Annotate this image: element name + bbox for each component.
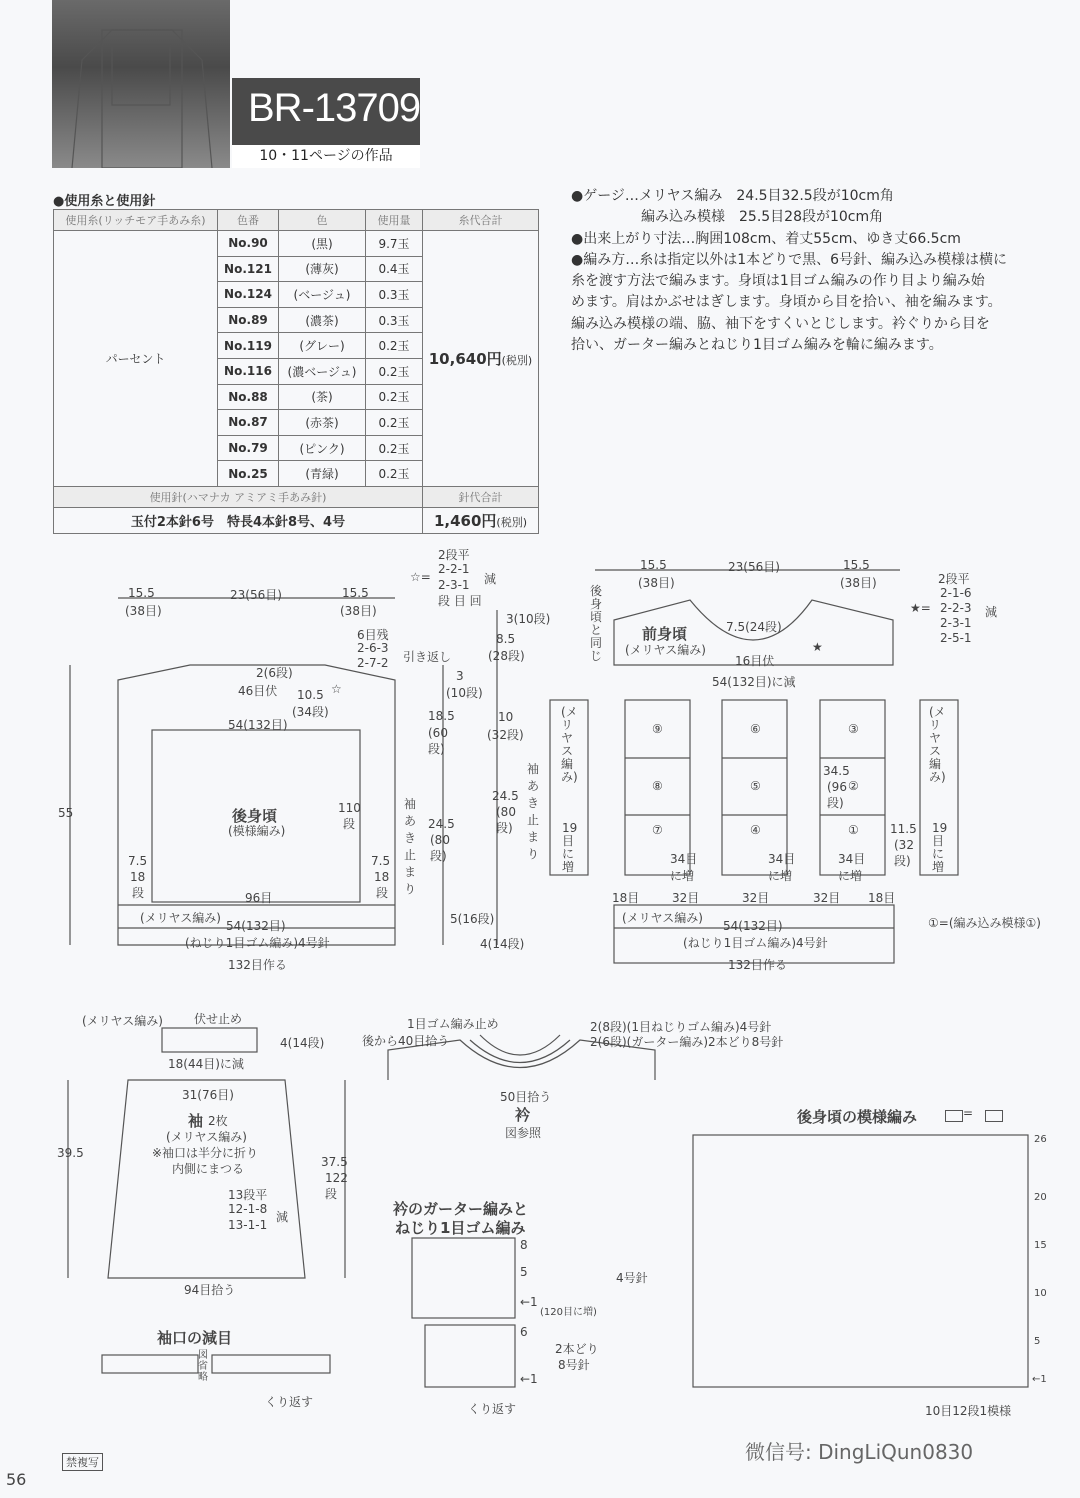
color-name: (茶) bbox=[279, 384, 366, 410]
dim-label: 2(8段)(1目ねじりゴム編み)4号針 bbox=[590, 1020, 772, 1034]
row-number: 20 bbox=[1034, 1192, 1047, 1203]
row-number: 6 bbox=[520, 1325, 528, 1339]
dim-label: 37.5 bbox=[321, 1155, 348, 1169]
dim-label: 19目に増 bbox=[932, 821, 948, 874]
dim-label: (メリヤス編み) bbox=[625, 643, 706, 657]
dim-label: 2本どり bbox=[555, 1342, 599, 1356]
dim-label: 5(16段) bbox=[450, 912, 495, 926]
dim-label: 54(132目)に減 bbox=[712, 675, 796, 689]
dim-label: 13段平 bbox=[228, 1188, 268, 1202]
dim-label: (メリヤス編み) bbox=[929, 705, 946, 784]
dim-label: (28段) bbox=[488, 649, 525, 663]
dim-label: 54(132目) bbox=[226, 919, 286, 933]
dim-label: 23(56目) bbox=[230, 588, 282, 602]
dim-label: 袖あき止まり bbox=[404, 797, 417, 896]
front-body-title: 前身頃 bbox=[642, 625, 688, 643]
dim-label: 32目 bbox=[672, 891, 700, 905]
dim-label: 16目伏 bbox=[735, 654, 775, 668]
dim-label: 2(6段)(ガーター編み)2本どり8号針 bbox=[590, 1035, 784, 1049]
dim-label: 2(6段) bbox=[256, 666, 293, 680]
color-no: No.124 bbox=[218, 282, 279, 308]
dim-label: 23(56目) bbox=[728, 560, 780, 574]
qty: 0.2玉 bbox=[366, 333, 423, 359]
dim-label: 110 bbox=[338, 801, 361, 815]
motif-number: ⑨ bbox=[652, 722, 663, 736]
row-number: ←1 bbox=[520, 1372, 538, 1386]
dim-label: 18目 bbox=[868, 891, 896, 905]
dim-label: 3(10段) bbox=[506, 612, 551, 626]
dim-label: 34目に増 bbox=[768, 852, 796, 883]
color-name: (グレー) bbox=[279, 333, 366, 359]
dim-label: (ねじり1目ゴム編み)4号針 bbox=[185, 936, 330, 950]
dim-label: 2-1-6 bbox=[940, 586, 972, 600]
dim-label: (32段) bbox=[487, 728, 524, 742]
dim-label: 袖あき止まり bbox=[527, 762, 540, 861]
dim-label: 18 bbox=[130, 870, 146, 884]
qty: 0.3玉 bbox=[366, 307, 423, 333]
dim-label: 段 bbox=[343, 817, 356, 831]
instruction-line: 糸を渡す方法で編みます。身頃は1目ゴム編みの作り目より編み始 bbox=[571, 273, 985, 290]
sleeve-outline bbox=[108, 1080, 305, 1278]
dim-label: ★ bbox=[812, 640, 823, 654]
dim-label: (38目) bbox=[840, 576, 877, 590]
dim-label: 2段平 bbox=[938, 572, 970, 586]
collar-chart-title: ねじり1目ゴム編み bbox=[395, 1219, 526, 1237]
dim-label: (ねじり1目ゴム編み)4号針 bbox=[683, 936, 828, 950]
dim-label: 2-2-1 bbox=[438, 562, 470, 576]
dim-label: 32目 bbox=[813, 891, 841, 905]
dim-label: 34目に増 bbox=[670, 852, 698, 883]
dim-label: 15.5 bbox=[128, 586, 155, 600]
dim-label: 55 bbox=[58, 806, 74, 820]
cuff-chart-title: 袖口の減目 bbox=[157, 1329, 233, 1347]
color-no: No.116 bbox=[218, 358, 279, 384]
dim-label: (メリヤス編み) bbox=[82, 1014, 163, 1028]
dim-label: (メリヤス編み) bbox=[622, 911, 703, 925]
head-no: 色番 bbox=[218, 210, 279, 231]
instruction-line: ●編み方…糸は指定以外は1本どりで黒、6号針、編み込み模様は横に bbox=[571, 251, 1008, 268]
dim-label: (10段) bbox=[446, 686, 483, 700]
dim-label: (34段) bbox=[292, 705, 329, 719]
dim-label: 減 bbox=[484, 572, 497, 586]
head-qty: 使用量 bbox=[366, 210, 423, 231]
yarn-name: パーセント bbox=[54, 231, 218, 487]
instruction-line: ●ゲージ…メリヤス編み 24.5目32.5段が10cm角 bbox=[571, 188, 894, 204]
yarn-total-tax: (税別) bbox=[501, 353, 533, 367]
dim-label: 4(14段) bbox=[480, 937, 525, 951]
color-name: (薄灰) bbox=[279, 256, 366, 282]
dim-label: 図参照 bbox=[505, 1126, 542, 1140]
dim-label: (60段) bbox=[428, 726, 448, 756]
dim-label: 11.5 bbox=[890, 822, 917, 836]
needle-total-tax: (税別) bbox=[496, 515, 528, 529]
needle-total: 1,460円 bbox=[433, 511, 497, 530]
color-no: No.88 bbox=[218, 384, 279, 410]
row-number: 5 bbox=[1034, 1336, 1041, 1347]
needle-total-head: 針代合計 bbox=[423, 486, 539, 507]
dim-label: 50目拾う bbox=[500, 1090, 552, 1104]
dim-label: 減 bbox=[985, 605, 998, 619]
dim-label: 94目拾う bbox=[184, 1283, 236, 1297]
dim-label: 内側にまつる bbox=[172, 1162, 245, 1176]
row-number: 8 bbox=[520, 1238, 528, 1252]
dim-label: 1目ゴム編み止め bbox=[407, 1017, 499, 1031]
dim-label: 2-5-1 bbox=[940, 631, 972, 645]
dim-label: ★= bbox=[910, 601, 931, 615]
dim-label: 2-3-1 bbox=[438, 578, 470, 592]
head-total: 糸代合計 bbox=[423, 210, 539, 231]
yarn-total: 10,640円 bbox=[428, 349, 502, 368]
instruction-line: 拾い、ガーター編みとねじり1目ゴム編みを輪に編みます。 bbox=[571, 337, 943, 354]
qty: 0.3玉 bbox=[366, 282, 423, 308]
row-number: 26 bbox=[1034, 1134, 1047, 1145]
instruction-line: 編み込み模様 25.5目28段が10cm角 bbox=[571, 209, 884, 226]
dim-label: ※袖口は半分に折り bbox=[152, 1146, 259, 1160]
dim-label: (96段) bbox=[827, 780, 847, 810]
color-name: (ベージュ) bbox=[279, 282, 366, 308]
dim-label: 13-1-1 bbox=[228, 1218, 268, 1232]
color-no: No.25 bbox=[218, 461, 279, 487]
dim-label: (80段) bbox=[430, 833, 450, 863]
instruction-line: 編み込み模様の端、脇、袖下をすくいとじします。衿ぐりから目を bbox=[571, 315, 990, 332]
dim-label: 7.5(24段) bbox=[726, 620, 782, 634]
dim-label: 3 bbox=[456, 669, 464, 683]
color-no: No.89 bbox=[218, 307, 279, 333]
color-name: (黒) bbox=[279, 231, 366, 257]
qty: 0.2玉 bbox=[366, 358, 423, 384]
color-no: No.90 bbox=[218, 231, 279, 257]
motif-number: ③ bbox=[848, 722, 859, 736]
dim-label: 2-7-2 bbox=[357, 656, 389, 670]
dim-label: 8号針 bbox=[558, 1358, 590, 1372]
color-name: (濃茶) bbox=[279, 307, 366, 333]
dim-label: 6目残 bbox=[357, 628, 389, 642]
motif-number: ⑥ bbox=[750, 722, 761, 736]
dim-label: (120目に増) bbox=[540, 1307, 597, 1318]
row-number: 5 bbox=[520, 1265, 528, 1279]
dim-label: 12-1-8 bbox=[228, 1202, 268, 1216]
dim-label: 122段 bbox=[325, 1171, 348, 1201]
color-name: (赤茶) bbox=[279, 410, 366, 436]
row-number: ←1 bbox=[520, 1295, 538, 1309]
dim-label: 2段平 bbox=[438, 548, 470, 562]
page-reference: 10・11ページの作品 bbox=[232, 145, 420, 168]
dim-label: 15.5 bbox=[640, 558, 667, 572]
dim-label: 段 目 回 bbox=[438, 594, 482, 608]
dim-label: = bbox=[963, 1106, 974, 1120]
sleeve-title: 袖 bbox=[188, 1112, 204, 1130]
dim-label: (メリヤス編み) bbox=[166, 1130, 247, 1144]
dim-label: 132目作る bbox=[728, 958, 787, 972]
dim-label: 18 bbox=[374, 870, 390, 884]
motif-number: ⑤ bbox=[750, 779, 761, 793]
dim-label: 15.5 bbox=[342, 586, 369, 600]
needles: 玉付2本針6号 特長4本針8号、4号 bbox=[54, 507, 423, 533]
model-number: BR-13709 bbox=[248, 86, 421, 130]
dim-label: (38目) bbox=[638, 576, 675, 590]
dim-label: 2-3-1 bbox=[940, 616, 972, 630]
qty: 9.7玉 bbox=[366, 231, 423, 257]
dim-label: 32目 bbox=[742, 891, 770, 905]
pattern-chart-grid bbox=[693, 1135, 1028, 1387]
dim-label: 図省略 bbox=[198, 1350, 208, 1383]
row-number: ←1 bbox=[1032, 1374, 1047, 1385]
dim-label: 34.5 bbox=[823, 764, 850, 778]
dim-label: 4号針 bbox=[616, 1271, 648, 1285]
dim-label: (38目) bbox=[340, 604, 377, 618]
dim-label: 4(14段) bbox=[280, 1036, 325, 1050]
dim-label: 10目12段1模様 bbox=[925, 1404, 1012, 1418]
qty: 0.2玉 bbox=[366, 410, 423, 436]
legend: ①=(編み込み模様①) bbox=[928, 916, 1041, 930]
qty: 0.4玉 bbox=[366, 256, 423, 282]
dim-label: 18.5 bbox=[428, 709, 455, 723]
page-number: 56 bbox=[6, 1470, 27, 1489]
collar-title: 衿 bbox=[515, 1106, 531, 1124]
instruction-line: ●出来上がり寸法…胸囲108cm、着丈55cm、ゆき丈66.5cm bbox=[571, 230, 961, 247]
motif-number: ② bbox=[848, 779, 859, 793]
dim-label: 54(132目) bbox=[228, 718, 288, 732]
dim-label: (模様編み) bbox=[228, 824, 286, 838]
legend-knit-cell bbox=[985, 1110, 1003, 1122]
needle-head: 使用針(ハマナカ アミアミ手あみ針) bbox=[54, 486, 423, 507]
dim-label: くり返す bbox=[468, 1402, 517, 1416]
materials-heading: ●使用糸と使用針 bbox=[53, 194, 156, 209]
motif-number: ⑧ bbox=[652, 779, 663, 793]
motif-number: ④ bbox=[750, 823, 761, 837]
dim-label: 7.5 bbox=[128, 854, 148, 868]
dim-label: 19目に増 bbox=[562, 821, 578, 874]
dim-label: 段 bbox=[376, 886, 389, 900]
dim-label: 24.5 bbox=[492, 789, 519, 803]
motif-number: ⑦ bbox=[652, 823, 663, 837]
color-name: (青緑) bbox=[279, 461, 366, 487]
copy-notice: 禁複写 bbox=[62, 1453, 103, 1471]
dim-label: 46目伏 bbox=[238, 684, 278, 698]
dim-label: 34目に増 bbox=[838, 852, 866, 883]
dim-label: 18(44目)に減 bbox=[168, 1057, 244, 1071]
dim-label: 96目 bbox=[245, 891, 273, 905]
qty: 0.2玉 bbox=[366, 461, 423, 487]
dim-label: 減 bbox=[276, 1210, 289, 1224]
dim-label: (メリヤス編み) bbox=[561, 705, 578, 784]
dim-label: (32段) bbox=[894, 838, 914, 868]
dim-label: 引き返し bbox=[403, 650, 452, 664]
color-name: (ピンク) bbox=[279, 435, 366, 461]
dim-label: 15.5 bbox=[843, 558, 870, 572]
wechat-watermark: 微信号: DingLiQun0830 bbox=[745, 1440, 974, 1464]
pattern-chart-title: 後身頃の模様編み bbox=[797, 1108, 918, 1126]
motif-number: ① bbox=[848, 823, 859, 837]
qty: 0.2玉 bbox=[366, 435, 423, 461]
dim-label: (80段) bbox=[496, 805, 516, 835]
dim-label: (メリヤス編み) bbox=[140, 911, 221, 925]
dim-label: 7.5 bbox=[371, 854, 391, 868]
dim-label: 10.5 bbox=[297, 688, 324, 702]
dim-label: 段 bbox=[132, 886, 145, 900]
dim-label: 2-2-3 bbox=[940, 601, 972, 615]
dim-label: 後から40目拾う bbox=[362, 1034, 450, 1048]
dim-label: 31(76目) bbox=[182, 1088, 234, 1102]
dim-label: 2枚 bbox=[208, 1114, 228, 1128]
collar-chart-title: 衿のガーター編みと bbox=[393, 1200, 529, 1218]
dim-label: 後身頃と同じ bbox=[590, 584, 603, 663]
dim-label: 18目 bbox=[612, 891, 640, 905]
dim-label: ☆ bbox=[331, 682, 342, 696]
dim-label: 132目作る bbox=[228, 958, 287, 972]
color-no: No.87 bbox=[218, 410, 279, 436]
color-name: (濃ベージュ) bbox=[279, 358, 366, 384]
dim-label: 2-6-3 bbox=[357, 641, 389, 655]
color-no: No.121 bbox=[218, 256, 279, 282]
dim-label: 8.5 bbox=[496, 632, 516, 646]
legend-blank-cell bbox=[945, 1110, 963, 1122]
head-yarn: 使用糸(リッチモア手あみ糸) bbox=[54, 210, 218, 231]
dim-label: 伏せ止め bbox=[194, 1012, 243, 1026]
dim-label: ☆= bbox=[410, 570, 431, 584]
qty: 0.2玉 bbox=[366, 384, 423, 410]
instruction-line: めます。肩はかぶせはぎします。身頃から目を拾い、袖を編みます。 bbox=[571, 294, 1002, 311]
dim-label: 54(132目) bbox=[723, 919, 783, 933]
row-number: 10 bbox=[1034, 1288, 1047, 1299]
head-color: 色 bbox=[279, 210, 366, 231]
dim-label: 10 bbox=[498, 710, 514, 724]
row-number: 15 bbox=[1034, 1240, 1047, 1251]
dim-label: 39.5 bbox=[57, 1146, 84, 1160]
dim-label: くり返す bbox=[265, 1395, 314, 1409]
dim-label: 24.5 bbox=[428, 817, 455, 831]
color-no: No.119 bbox=[218, 333, 279, 359]
dim-label: (38目) bbox=[125, 604, 162, 618]
back-body-title: 後身頃 bbox=[232, 807, 278, 825]
color-no: No.79 bbox=[218, 435, 279, 461]
